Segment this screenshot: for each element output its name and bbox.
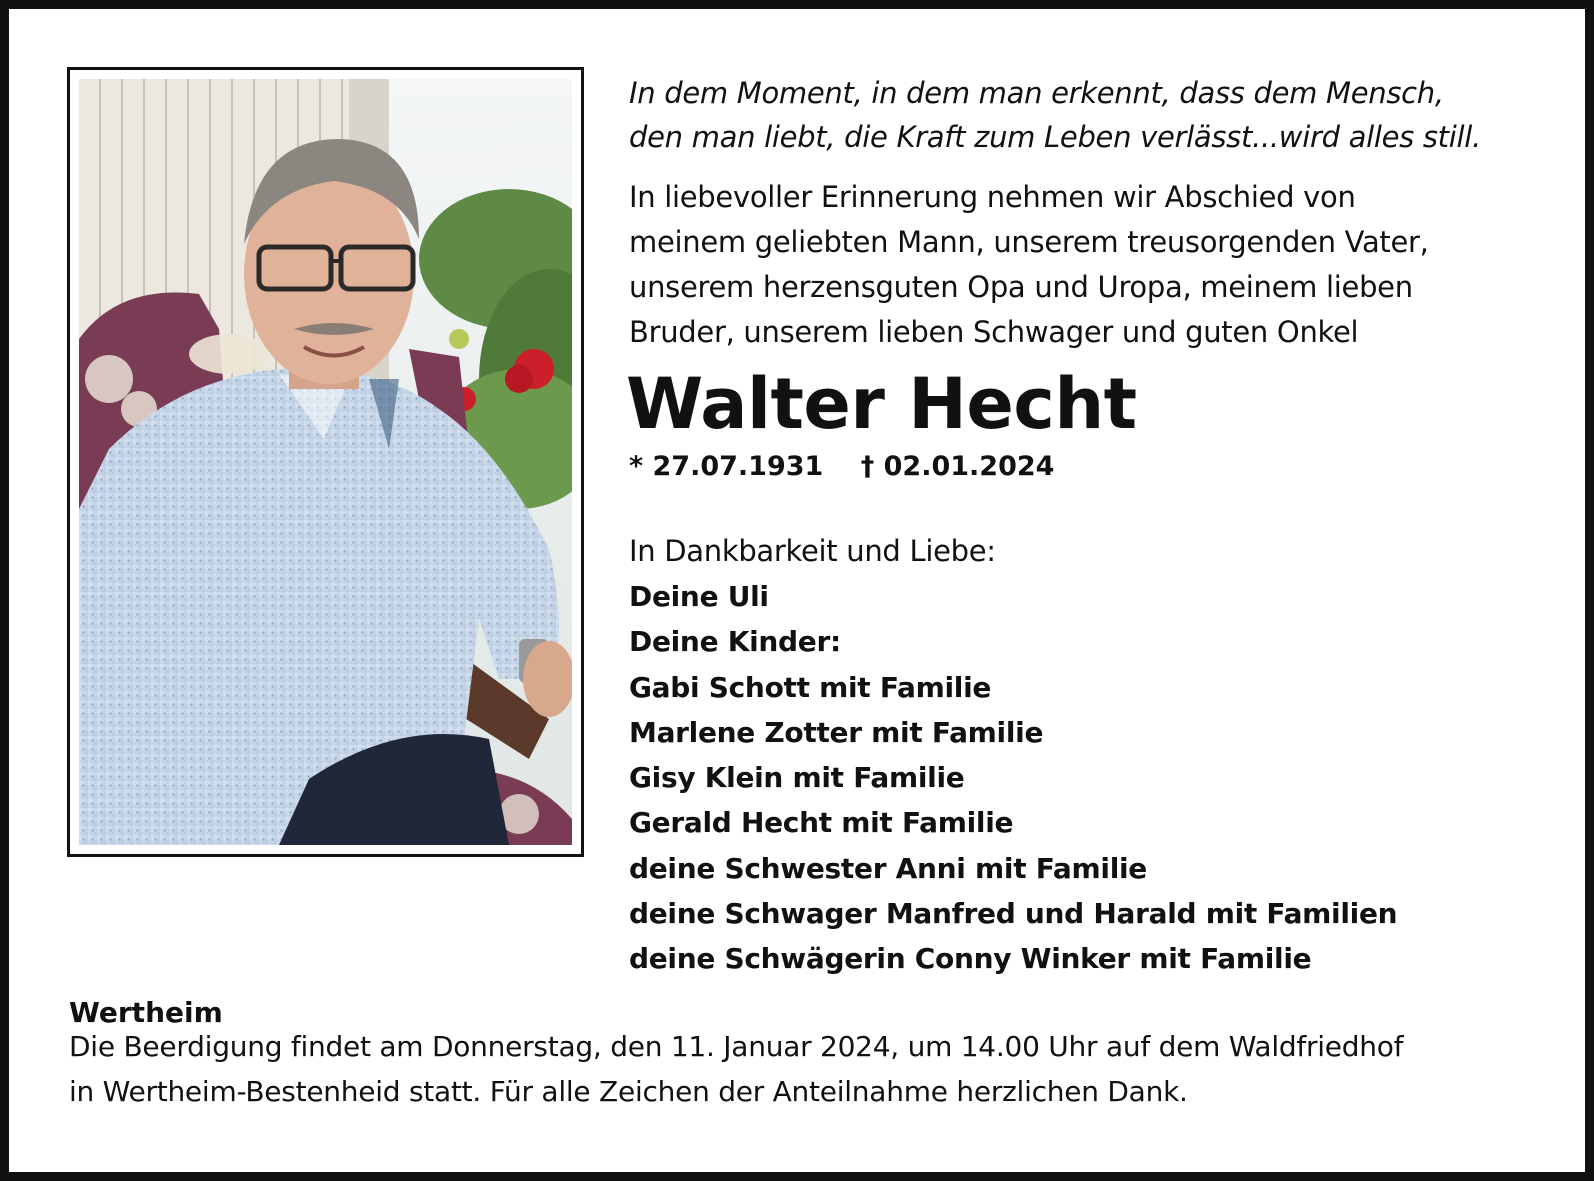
mourner-item: deine Schwager Manfred und Harald mit Familien bbox=[629, 897, 1398, 931]
mourner-item: deine Schwägerin Conny Winker mit Familie bbox=[629, 942, 1312, 976]
funeral-line: Die Beerdigung findet am Donnerstag, den 11. Januar 2024, um 14.00 Uhr auf dem Waldfriedhof bbox=[69, 1030, 1404, 1063]
quote-line: den man liebt, die Kraft zum Leben verlässt...wird alles still. bbox=[629, 120, 1481, 154]
funeral-line: in Wertheim-Bestenheid statt. Für alle Zeichen der Anteilnahme herzlichen Dank. bbox=[69, 1075, 1188, 1108]
deceased-name: Walter Hecht bbox=[626, 363, 1137, 445]
portrait-photo bbox=[79, 79, 572, 845]
intro-line: Bruder, unserem lieben Schwager und guten Onkel bbox=[629, 315, 1359, 349]
life-dates bbox=[629, 447, 1579, 487]
mourner-item: Deine Uli bbox=[629, 580, 769, 613]
mourners-list bbox=[629, 574, 1579, 982]
thanks-heading: In Dankbarkeit und Liebe: bbox=[629, 534, 996, 568]
mourner-item: Gabi Schott mit Familie bbox=[629, 670, 992, 704]
mourner-item: Gisy Klein mit Familie bbox=[629, 761, 965, 795]
death-date: † 02.01.2024 bbox=[860, 451, 1055, 482]
intro-line: In liebevoller Erinnerung nehmen wir Abschied von bbox=[629, 180, 1356, 214]
mourner-item: Marlene Zotter mit Familie bbox=[629, 715, 1044, 749]
intro-line: unserem herzensguten Opa und Uropa, meinem lieben bbox=[629, 270, 1413, 304]
portrait-frame bbox=[67, 67, 584, 857]
quote-line: In dem Moment, in dem man erkennt, dass dem Mensch, bbox=[629, 76, 1444, 110]
farewell-intro bbox=[629, 175, 1579, 355]
memorial-quote bbox=[629, 71, 1579, 159]
mourner-item: Gerald Hecht mit Familie bbox=[629, 806, 1014, 840]
funeral-details bbox=[69, 1024, 1549, 1114]
mourner-item: deine Schwester Anni mit Familie bbox=[629, 851, 1147, 885]
birth-date: * 27.07.1931 bbox=[629, 451, 824, 482]
location-label: Wertheim bbox=[69, 996, 223, 1029]
mourner-item: Deine Kinder: bbox=[629, 625, 841, 659]
main-text-column bbox=[626, 71, 1579, 982]
intro-line: meinem geliebten Mann, unserem treusorgenden Vater, bbox=[629, 225, 1429, 259]
